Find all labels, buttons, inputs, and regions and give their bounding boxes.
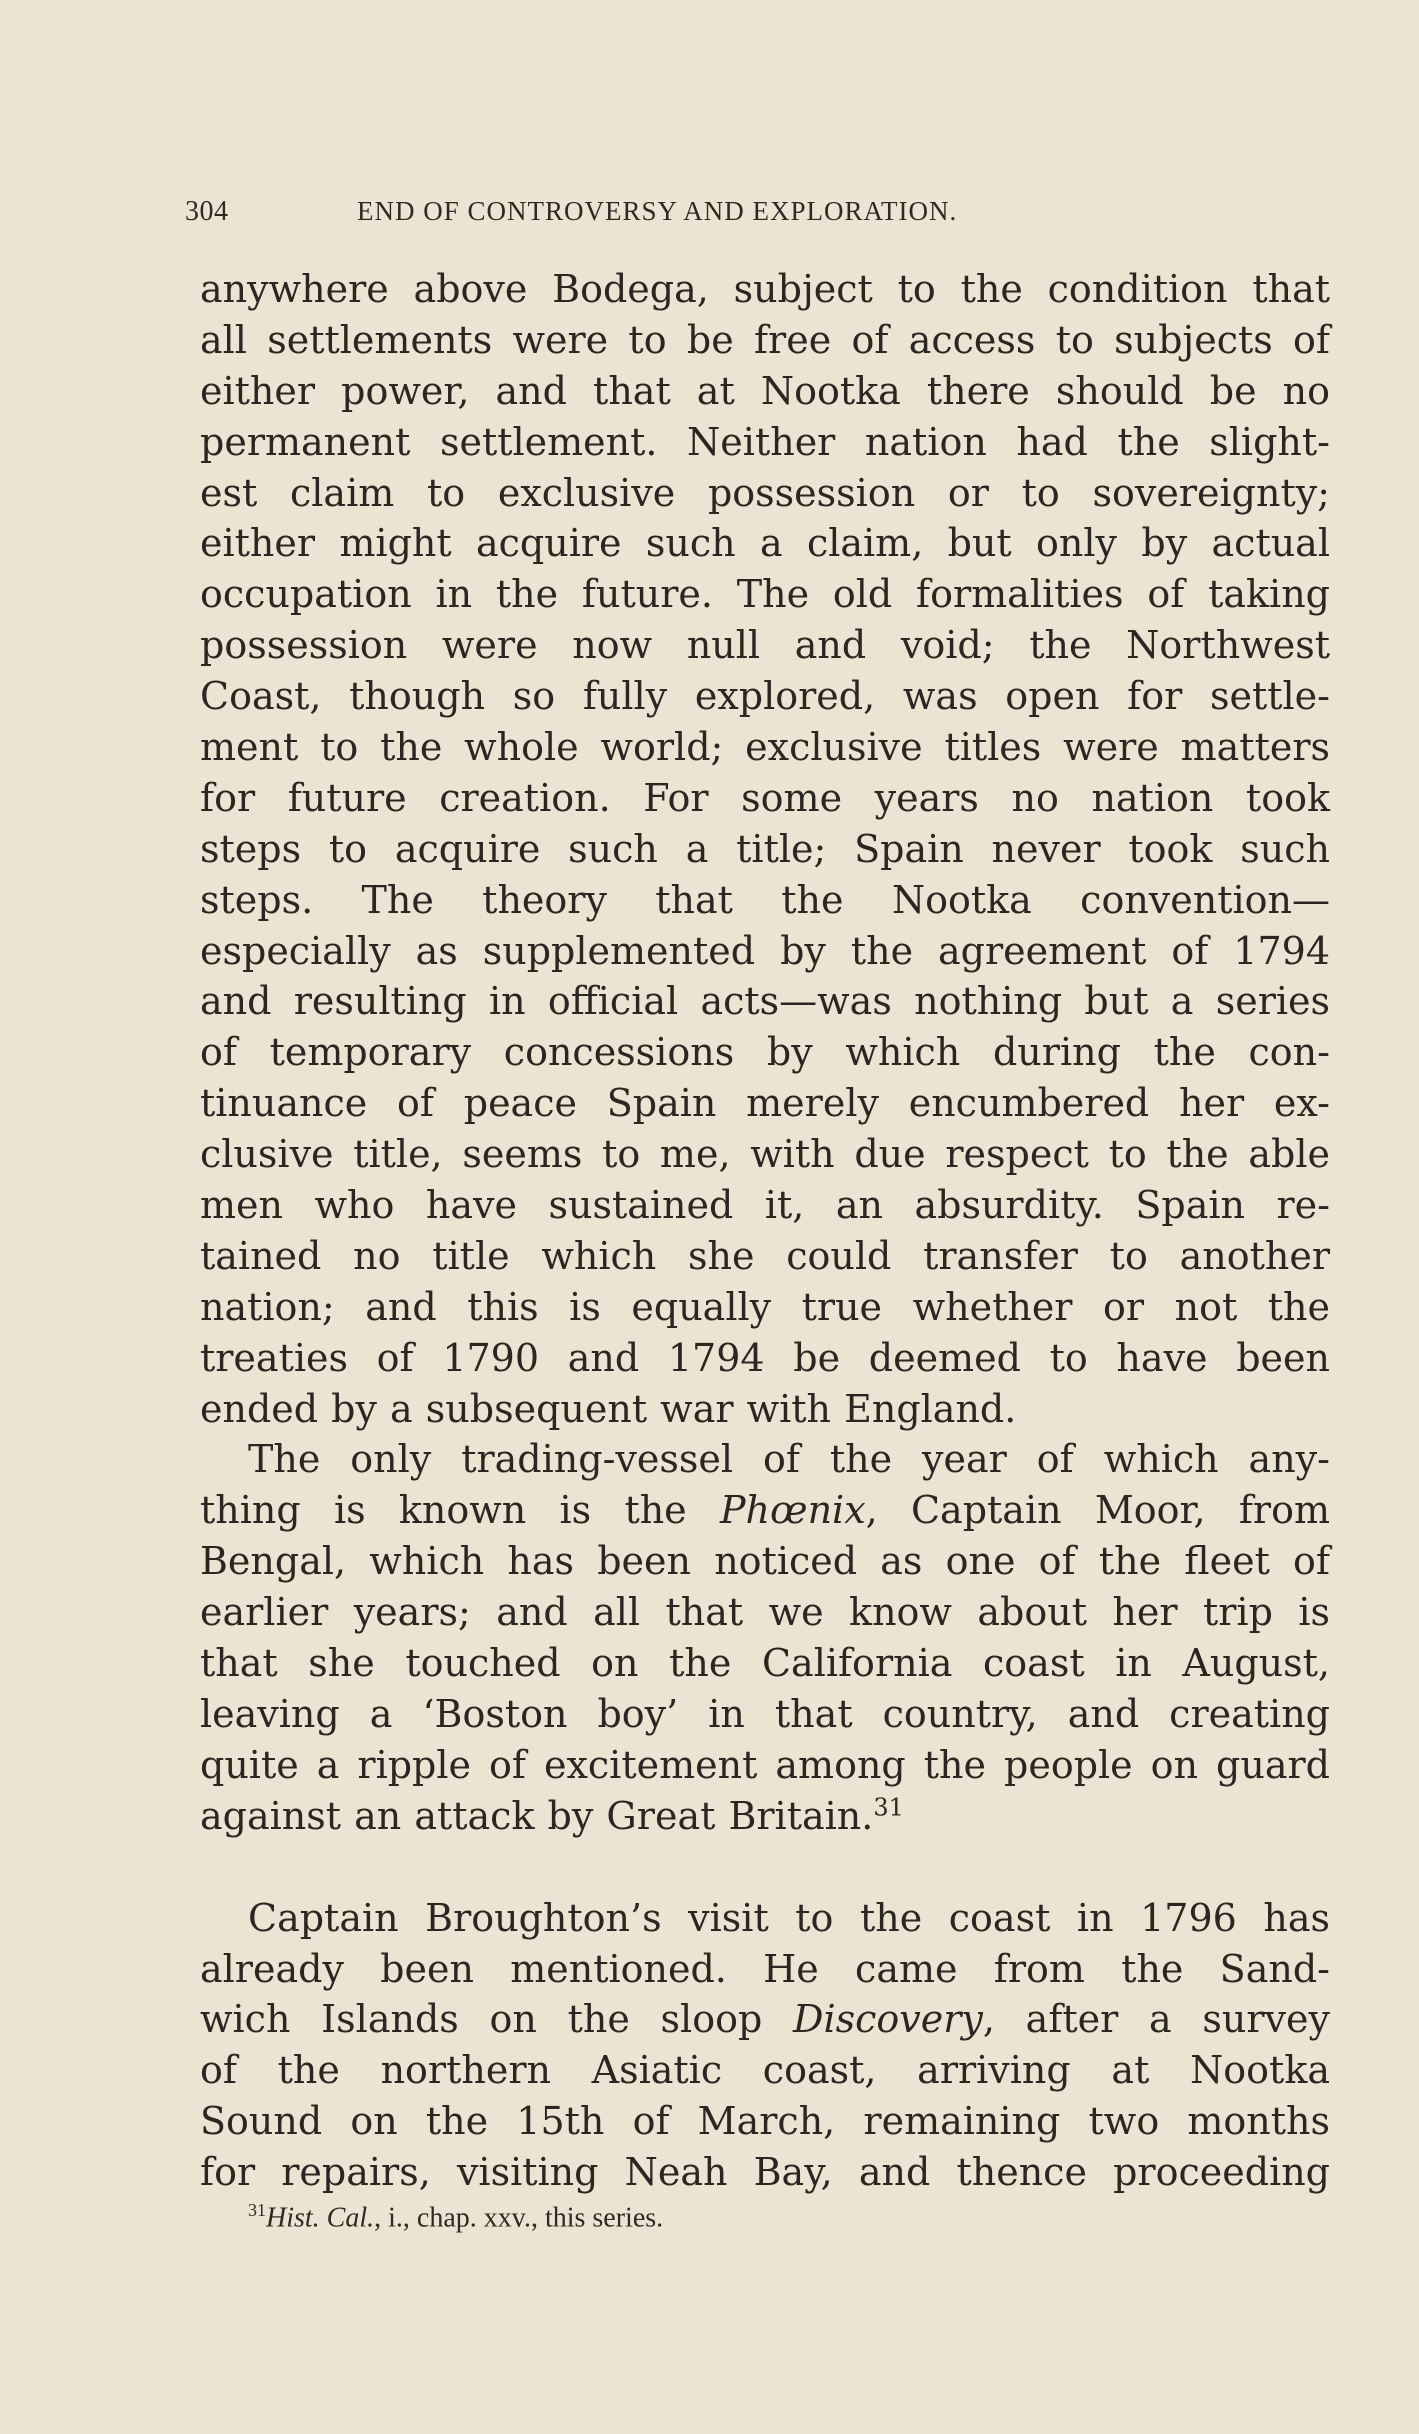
text-line: steps to acquire such a title; Spain never took such <box>200 826 1330 871</box>
text-line: Sound on the 15th of March, remaining two months <box>200 2099 1330 2144</box>
body-text <box>200 264 1330 2198</box>
ship-name-discovery: Discovery <box>793 1997 983 2042</box>
text-line: especially as supplemented by the agreement of 1794 <box>200 928 1330 973</box>
text-line: that she touched on the California coast in August, <box>200 1641 1330 1686</box>
page-number: 304 <box>185 196 229 227</box>
running-head <box>185 196 1325 236</box>
text-line <box>200 1485 1330 1536</box>
text-segment: against an attack by Great Britain. <box>200 1793 874 1838</box>
text-line: leaving a ‘Boston boy’ in that country, and creating <box>200 1691 1330 1736</box>
text-line: of the northern Asiatic coast, arriving at Nootka <box>200 2048 1330 2093</box>
section-gap <box>200 1842 1330 1893</box>
text-line: earlier years; and all that we know about her trip is <box>200 1590 1330 1635</box>
text-segment: wich Islands on the sloop <box>200 1997 793 2042</box>
paragraph-1 <box>200 264 1330 1434</box>
text-line: quite a ripple of excitement among the people on guard <box>200 1742 1330 1787</box>
text-line: of temporary concessions by which during the con- <box>200 1030 1330 1075</box>
footnote-marker: 31 <box>248 2200 266 2220</box>
text-line: est claim to exclusive possession or to sovereignty; <box>200 470 1330 515</box>
text-line: Bengal, which has been noticed as one of the fleet of <box>200 1539 1330 1584</box>
text-segment: thing is known is the <box>200 1488 720 1533</box>
text-line: treaties of 1790 and 1794 be deemed to have been <box>200 1335 1330 1380</box>
text-line <box>200 1791 1330 1842</box>
text-line: occupation in the future. The old formalities of taking <box>200 572 1330 617</box>
text-line: anywhere above Bodega, subject to the condition that <box>200 267 1330 311</box>
text-line: tained no title which she could transfer to another <box>200 1233 1330 1278</box>
text-line: all settlements were to be free of access to subjects of <box>200 317 1330 362</box>
footnote <box>248 2200 663 2234</box>
running-title: END OF CONTROVERSY AND EXPLORATION. <box>357 196 958 226</box>
text-line: either might acquire such a claim, but only by actual <box>200 521 1330 566</box>
text-line: for repairs, visiting Neah Bay, and thence proceeding <box>200 2150 1330 2195</box>
text-line: Captain Broughton’s visit to the coast in 1796 has <box>248 1895 1330 1940</box>
text-line <box>200 1994 1330 2045</box>
paragraph-2 <box>200 1434 1330 1841</box>
text-line: either power, and that at Nootka there should be no <box>200 368 1330 413</box>
ship-name-phoenix: Phœnix <box>719 1488 866 1533</box>
text-line: clusive title, seems to me, with due respect to the able <box>200 1132 1330 1177</box>
footnote-reference[interactable]: 31 <box>873 1793 904 1822</box>
text-line: Coast, though so fully explored, was open for settle- <box>200 674 1330 719</box>
text-line: men who have sustained it, an absurdity. Spain re- <box>200 1183 1330 1228</box>
text-line: for future creation. For some years no nation took <box>200 775 1330 820</box>
text-line: ment to the whole world; exclusive titles were matters <box>200 725 1330 770</box>
text-line: tinuance of peace Spain merely encumbered her ex- <box>200 1081 1330 1126</box>
text-line: permanent settlement. Neither nation had the slight- <box>200 419 1330 464</box>
text-segment: , after a survey <box>982 1997 1330 2042</box>
text-line: The only trading-vessel of the year of which any- <box>248 1437 1330 1482</box>
text-line: ended by a subsequent war with England. <box>200 1386 1017 1431</box>
paragraph-3 <box>200 1893 1330 2198</box>
text-segment: , Captain Moor, from <box>865 1488 1330 1533</box>
text-line: already been mentioned. He came from the Sand- <box>200 1946 1330 1991</box>
text-line: possession were now null and void; the Northwest <box>200 623 1330 668</box>
text-line: and resulting in official acts—was nothing but a series <box>200 979 1330 1024</box>
footnote-source: Hist. Cal. <box>266 2202 375 2234</box>
text-line: steps. The theory that the Nootka convention— <box>200 877 1330 922</box>
text-line: nation; and this is equally true whether or not the <box>200 1284 1330 1329</box>
footnote-text: , i., chap. xxv., this series. <box>374 2202 664 2234</box>
